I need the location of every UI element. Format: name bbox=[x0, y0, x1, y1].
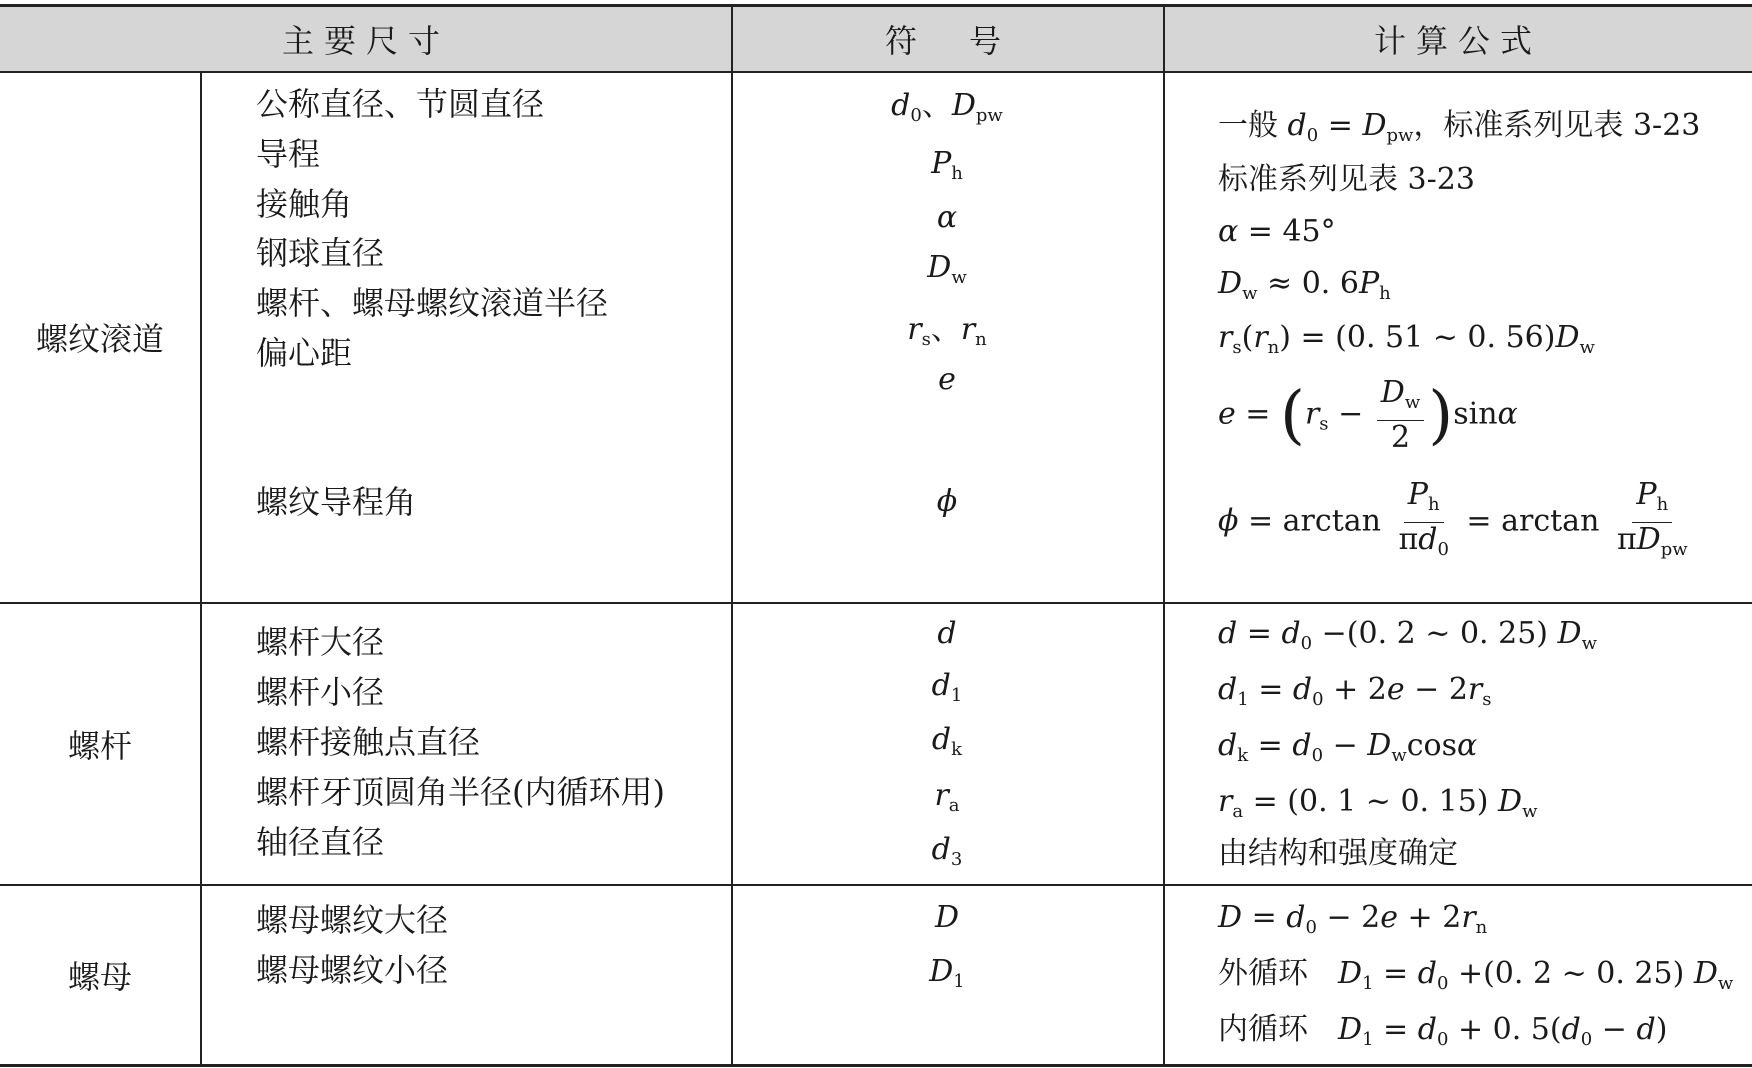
group-label-nut: 螺母 bbox=[67, 958, 132, 996]
row-formula: 由结构和强度确定 bbox=[1218, 836, 1458, 871]
col-divider-group bbox=[200, 72, 202, 1065]
row-formula: $r_a = (0$. 1 ~ 0. 15) $D_w$ bbox=[1218, 784, 1538, 822]
row-formula: 外循环 $D_1 = d_0 +(0$. 2 ~ 0. 25) $D_w$ bbox=[1218, 956, 1734, 994]
row-name: 轴径直径 bbox=[256, 823, 385, 861]
row-symbol: D bbox=[934, 900, 960, 935]
row-formula: 一般 $d_0 = D_{pw}$，标准系列见表 3-23 bbox=[1218, 108, 1701, 146]
row-symbol: $D_1$ bbox=[929, 954, 965, 992]
row-name: 导程 bbox=[256, 135, 321, 173]
row-name: 螺纹导程角 bbox=[256, 483, 417, 521]
row-name: 公称直径、节圆直径 bbox=[256, 85, 545, 123]
row-formula: ϕ = arctan $\frac{P_h}{\pi d_0}$ = arctan $\frac{P_h}{\pi D_{pw}}$ bbox=[1218, 477, 1688, 560]
row-symbol: $r_s$、$r_n$ bbox=[907, 312, 987, 350]
col-divider-symbol bbox=[1163, 6, 1165, 1065]
row-formula: $D = d_0 - 2e + 2r_n$ bbox=[1218, 900, 1488, 938]
row-symbol: $D_w$ bbox=[927, 250, 967, 288]
row-name: 螺母螺纹小径 bbox=[256, 951, 449, 989]
header-main-dimension: 主要尺寸 bbox=[281, 22, 450, 60]
row-symbol: $d_1$ bbox=[931, 668, 963, 706]
row-formula: $d_k = d_0 - D_w\cos\alpha$ bbox=[1218, 728, 1478, 766]
row-formula: $d = d_0 -(0$. 2 ~ 0. 25) $D_w$ bbox=[1218, 616, 1597, 654]
row-symbol: ϕ bbox=[936, 484, 958, 519]
group-divider-2 bbox=[0, 884, 1752, 886]
header-rule bbox=[0, 71, 1752, 73]
top-rule bbox=[0, 4, 1752, 7]
row-formula: $D_w \approx 0$. $6P_h$ bbox=[1218, 266, 1391, 304]
row-name: 螺杆大径 bbox=[256, 623, 385, 661]
row-symbol: $d_k$ bbox=[931, 722, 963, 760]
bottom-rule bbox=[0, 1064, 1752, 1067]
row-formula: $d_1 = d_0 + 2e - 2r_s$ bbox=[1218, 672, 1492, 710]
row-symbol: $d_3$ bbox=[931, 832, 963, 870]
row-name: 钢球直径 bbox=[256, 234, 385, 272]
row-name: 偏心距 bbox=[256, 334, 353, 372]
row-symbol: α bbox=[936, 200, 958, 235]
group-divider-1 bbox=[0, 602, 1752, 604]
header-formula: 计算公式 bbox=[1373, 22, 1542, 60]
row-name: 螺杆、螺母螺纹滚道半径 bbox=[256, 284, 609, 322]
row-name: 螺母螺纹大径 bbox=[256, 901, 449, 939]
group-label-raceway: 螺纹滚道 bbox=[35, 320, 164, 358]
row-name: 螺杆小径 bbox=[256, 673, 385, 711]
row-symbol: $P_h$ bbox=[931, 146, 963, 184]
row-formula: 内循环 $D_1 = d_0 + 0$. $5(d_0 - d)$ bbox=[1218, 1012, 1668, 1050]
row-symbol: $d_0$、$D_{pw}$ bbox=[891, 88, 1003, 126]
row-symbol: d bbox=[937, 616, 957, 651]
row-formula: 标准系列见表 3-23 bbox=[1218, 162, 1475, 197]
group-label-screw: 螺杆 bbox=[67, 726, 132, 765]
row-name: 接触角 bbox=[256, 185, 353, 223]
row-name: 螺杆牙顶圆角半径(内循环用) bbox=[256, 773, 665, 811]
row-symbol: $r_a$ bbox=[934, 778, 960, 816]
header-symbol: 符 号 bbox=[884, 22, 1011, 60]
row-name: 螺杆接触点直径 bbox=[256, 723, 481, 761]
row-symbol: e bbox=[938, 362, 956, 397]
row-formula: $r_s(r_n) = (0$. 51 ~ 0. $56)D_w$ bbox=[1218, 320, 1595, 358]
row-formula: $e = (r_s$ − $\frac{D_w}{2}$ )sinα bbox=[1218, 375, 1518, 455]
row-formula: α = 45° bbox=[1218, 214, 1336, 249]
